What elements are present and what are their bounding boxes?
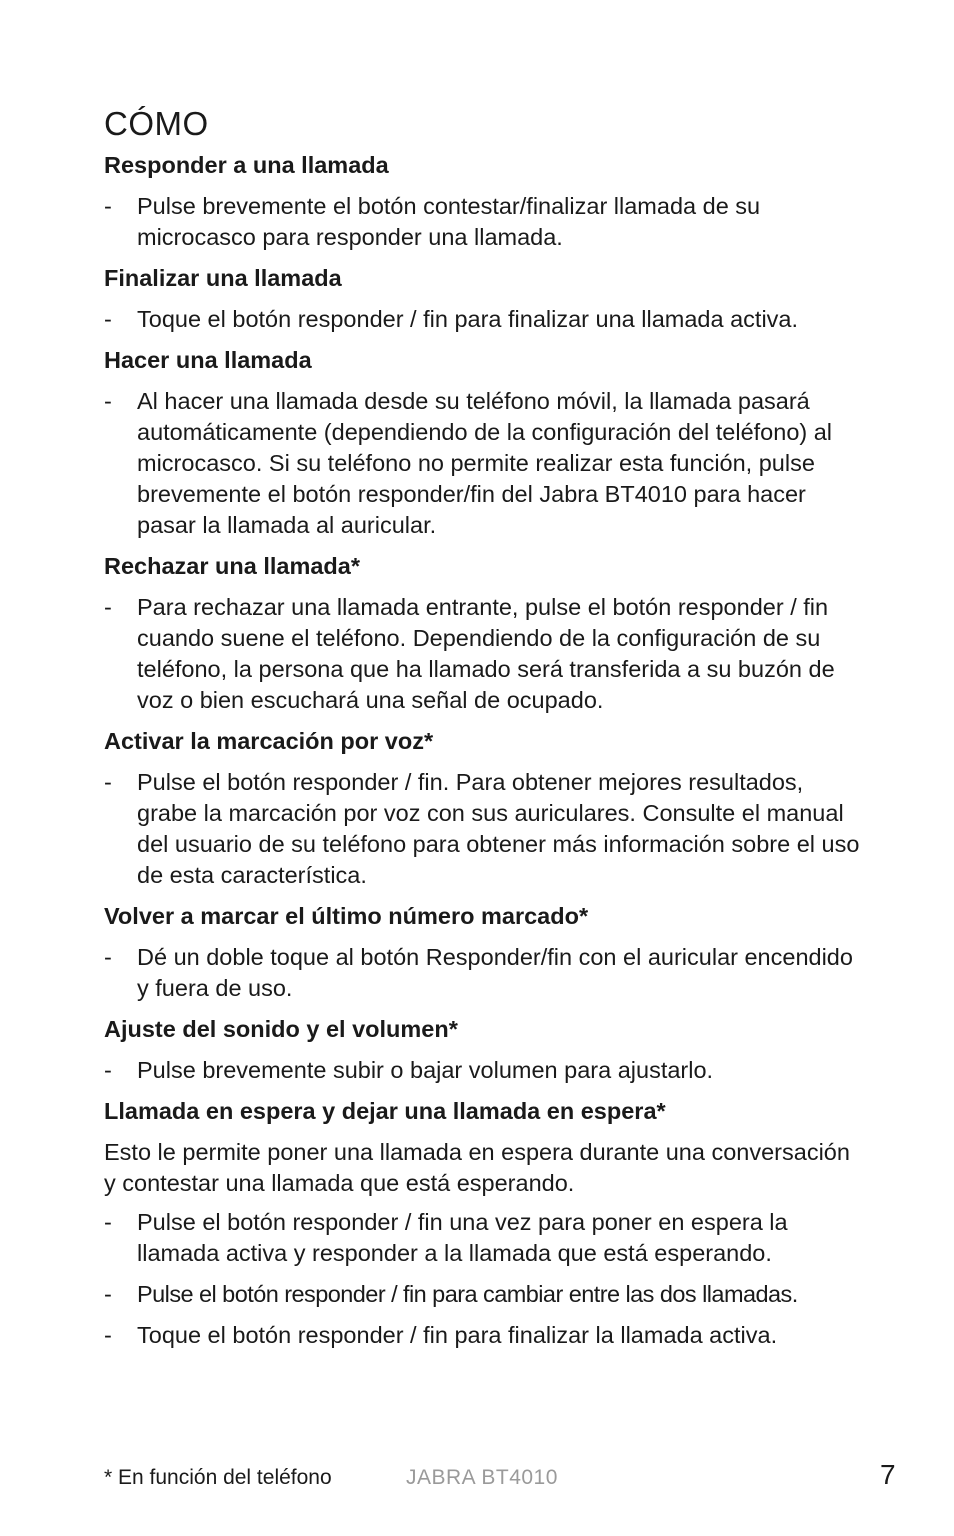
section-heading: Hacer una llamada (104, 347, 312, 373)
list-item-text: Dé un doble toque al botón Responder/fin con el auricular encendido y fuera de uso. (137, 944, 853, 1001)
bullet-marker: - (104, 1322, 112, 1348)
list-item (104, 592, 864, 716)
list-item-text: Pulse brevemente subir o bajar volumen para ajustarlo. (137, 1057, 714, 1083)
section-call-waiting (104, 1096, 864, 1351)
bullet-marker: - (104, 769, 112, 795)
list-item (104, 1055, 864, 1086)
section-redial (104, 901, 864, 1004)
list-item (104, 767, 864, 891)
list-item-text: Pulse el botón responder / fin una vez para poner en espera la llamada activa y responder a la llamada que está esperando. (137, 1209, 788, 1266)
list-item (104, 1207, 864, 1269)
section-voice-dialing (104, 726, 864, 891)
page-title: CÓMO (104, 105, 209, 142)
bullet-marker: - (104, 388, 112, 414)
bullet-marker: - (104, 193, 112, 219)
product-name: JABRA BT4010 (406, 1466, 558, 1489)
section-make-call (104, 345, 864, 541)
section-end-call (104, 263, 864, 335)
section-heading: Llamada en espera y dejar una llamada en espera* (104, 1098, 666, 1124)
section-heading: Finalizar una llamada (104, 265, 342, 291)
bullet-marker: - (104, 944, 112, 970)
list-item-text: Toque el botón responder / fin para finalizar la llamada activa. (137, 1322, 778, 1348)
instructions-content (104, 150, 864, 1361)
list-item (104, 304, 864, 335)
list-item (104, 386, 864, 541)
footnote: * En función del teléfono (104, 1466, 332, 1489)
section-intro: Esto le permite poner una llamada en espera durante una conversación y contestar una llamada que está esperando. (104, 1139, 850, 1196)
bullet-marker: - (104, 594, 112, 620)
list-item-text: Para rechazar una llamada entrante, pulse el botón responder / fin cuando suene el teléfono. Dependiendo de la configuración de su teléfono, la persona que ha llamado será transferida a su buzón de voz o bien escuchará una señal de ocupado. (137, 594, 835, 713)
list-item-text: Al hacer una llamada desde su teléfono móvil, la llamada pasará automáticamente (dependiendo de la configuración del teléfono) al microcasco. Si su teléfono no permite realizar esta función, pulse brevemente el botón responder/fin del Jabra BT4010 para hacer pasar la llamada al auricular. (137, 388, 833, 538)
section-volume (104, 1014, 864, 1086)
list-item-text: Toque el botón responder / fin para finalizar una llamada activa. (137, 306, 799, 332)
section-heading: Rechazar una llamada* (104, 553, 360, 579)
section-answer-call (104, 150, 864, 253)
list-item (104, 942, 864, 1004)
list-item (104, 1279, 864, 1310)
list-item-text: Pulse el botón responder / fin para cambiar entre las dos llamadas. (137, 1281, 798, 1307)
list-item (104, 1320, 864, 1351)
list-item (104, 191, 864, 253)
page-number: 7 (880, 1459, 896, 1490)
section-heading: Volver a marcar el último número marcado* (104, 903, 589, 929)
bullet-marker: - (104, 1209, 112, 1235)
section-heading: Ajuste del sonido y el volumen* (104, 1016, 458, 1042)
bullet-marker: - (104, 306, 112, 332)
bullet-marker: - (104, 1057, 112, 1083)
section-reject-call (104, 551, 864, 716)
section-heading: Responder a una llamada (104, 152, 389, 178)
list-item-text: Pulse el botón responder / fin. Para obtener mejores resultados, grabe la marcación por voz con sus auriculares. Consulte el manual del usuario de su teléfono para obtener más información sobre el uso de esta característica. (137, 769, 860, 888)
section-heading: Activar la marcación por voz* (104, 728, 434, 754)
bullet-marker: - (104, 1281, 112, 1307)
list-item-text: Pulse brevemente el botón contestar/finalizar llamada de su microcasco para responder una llamada. (137, 193, 761, 250)
